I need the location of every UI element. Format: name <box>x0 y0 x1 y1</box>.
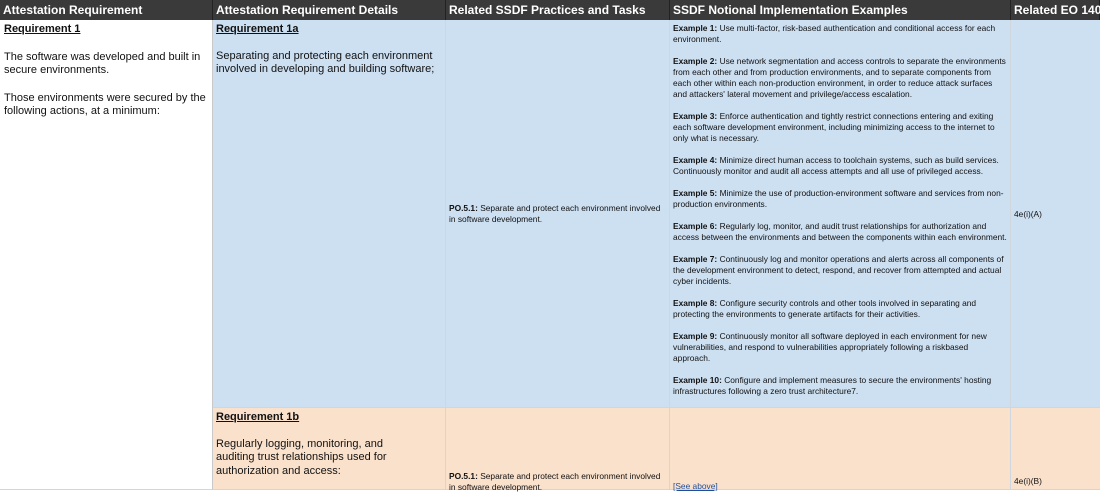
practice-code: PO.5.1: <box>449 203 478 213</box>
header-requirement-details[interactable]: Attestation Requirement Details <box>213 0 446 20</box>
example-item: Example 1: Use multi-factor, risk-based authentication and conditional access for each environment. <box>673 23 996 44</box>
example-item: Example 8: Configure security controls and other tools involved in separating and protecting the environments to generate artifacts for their activities. <box>673 298 977 319</box>
header-attestation-requirement[interactable]: Attestation Requirement <box>0 0 213 20</box>
header-ssdf-practices[interactable]: Related SSDF Practices and Tasks <box>446 0 670 20</box>
practice-text: Separate and protect each environment involved in software development. <box>449 471 661 492</box>
example-item: Example 6: Regularly log, monitor, and audit trust relationships for authorization and access between the environments and between the components within each environment. <box>673 221 1007 242</box>
requirement-1a-examples-cell[interactable] <box>670 20 1011 408</box>
example-item: Example 5: Minimize the use of production-environment software and services from non-production environments. <box>673 188 1004 209</box>
requirement-1b-details-cell[interactable] <box>213 408 446 490</box>
requirement-1-text-1: The software was developed and built in secure environments. <box>4 50 201 76</box>
example-item: Example 9: Continuously monitor all software deployed in each environment for new vulnerabilities, and respond to vulnerabilities appropriately following a riskbased approach. <box>673 331 987 363</box>
requirement-1b-practice-cell[interactable] <box>446 408 670 490</box>
requirement-1a-title: Requirement 1a <box>216 23 299 35</box>
eo-reference: 4e(i)(A) <box>1014 209 1042 219</box>
example-item: Example 7: Continuously log and monitor operations and alerts across all components of the development environment to detect, respond, and recover from attempted and actual cyber incidents. <box>673 254 1004 286</box>
requirement-1-title: Requirement 1 <box>4 23 81 35</box>
example-item: Example 3: Enforce authentication and tightly restrict connections entering and exiting each software development environment, including minimizing access to the internet to only what is necessary. <box>673 111 995 143</box>
see-above-link[interactable]: [See above] <box>673 481 718 491</box>
requirement-1-text-2: Those environments were secured by the following actions, at a minimum: <box>4 91 206 117</box>
requirement-1b-examples-cell[interactable] <box>670 408 1011 490</box>
example-item: Example 2: Use network segmentation and access controls to separate the environments from each other and from production environments, and to separate components from each other within each non-production environment, in order to reduce attack surfaces and attackers' lateral movement and privilege/access escalation. <box>673 56 1006 99</box>
requirement-1a-practice-cell[interactable] <box>446 20 670 408</box>
example-item: Example 10: Configure and implement measures to secure the environments' hosting infrastructures following a zero trust architecture7. <box>673 375 992 396</box>
eo-reference: 4e(i)(B) <box>1014 476 1042 486</box>
requirement-1b-eo-cell[interactable] <box>1011 408 1100 490</box>
requirement-1a-details-cell[interactable] <box>213 20 446 408</box>
header-implementation-examples[interactable]: SSDF Notional Implementation Examples <box>670 0 1011 20</box>
requirement-1a-detail: Separating and protecting each environment involved in developing and building software; <box>216 49 435 75</box>
requirement-1a-eo-cell[interactable] <box>1011 20 1100 408</box>
practice-text: Separate and protect each environment involved in software development. <box>449 203 661 224</box>
practice-code: PO.5.1: <box>449 471 478 481</box>
requirement-1-cell[interactable] <box>0 20 213 490</box>
requirement-1b-detail: Regularly logging, monitoring, and auditing trust relationships used for authorization and access: <box>216 437 387 477</box>
example-item: Example 4: Minimize direct human access to toolchain systems, such as build services. Continuously monitor and audit all access attempts and all use of privileged access. <box>673 155 999 176</box>
requirement-1b-title: Requirement 1b <box>216 411 300 423</box>
header-related-eo[interactable]: Related EO 14028 <box>1011 0 1100 20</box>
